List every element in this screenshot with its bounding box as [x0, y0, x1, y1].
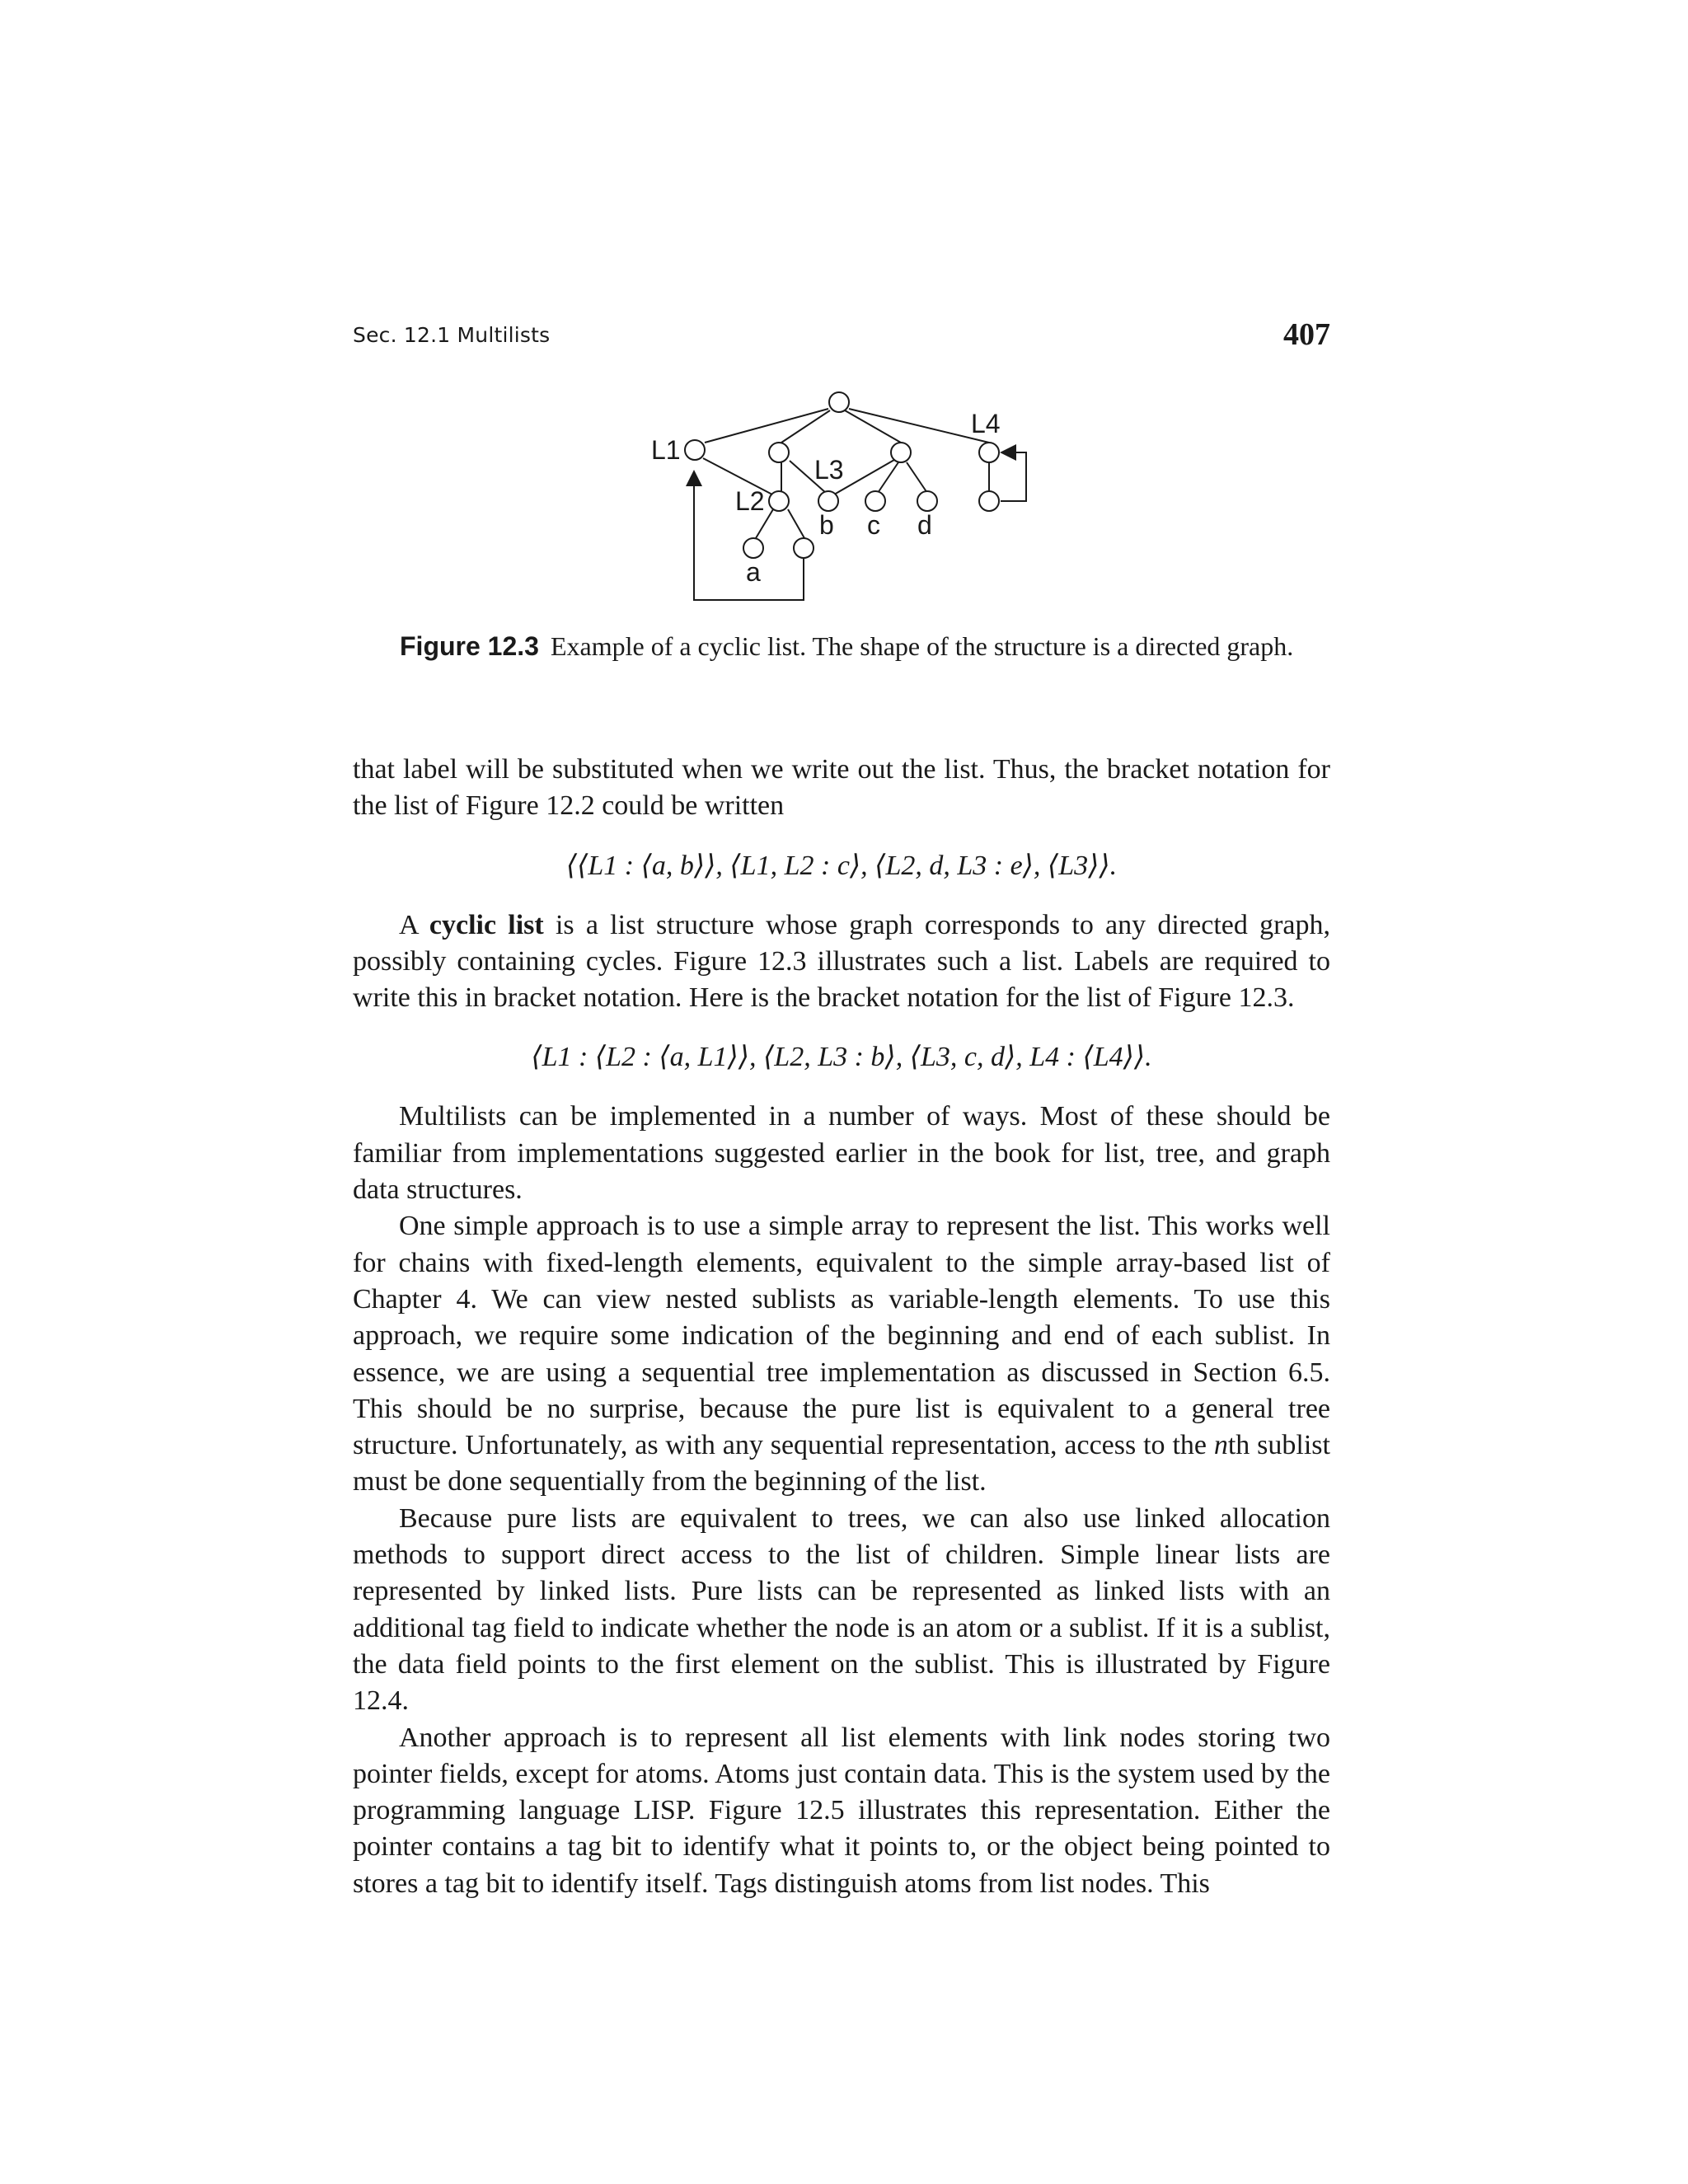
label-l4: L4	[971, 409, 1001, 438]
node-b	[818, 491, 838, 511]
node-d	[917, 491, 937, 511]
label-l2: L2	[735, 486, 765, 516]
section-label: Sec. 12.1 Multilists	[353, 323, 551, 347]
paragraph-2-post: is a list structure whose graph corresponds to any directed graph, possibly containing cycles. Figure 12.3 illustrates such a list. Labels are required to write this in bracket notation. Here is the bracket notation for the list of Figure 12.3.	[353, 909, 1330, 1014]
paragraph-3: Multilists can be implemented in a number of ways. Most of these should be familiar from implementations suggested earlier in the book for list, tree, and graph data structures.	[353, 1101, 1330, 1206]
label-l1: L1	[651, 435, 681, 465]
label-c: c	[867, 510, 880, 540]
caption-text: Example of a cyclic list. The shape of the structure is a directed graph.	[550, 631, 1294, 661]
node-l2	[769, 491, 789, 511]
label-l3: L3	[814, 455, 844, 485]
body-text	[353, 752, 1330, 1902]
paragraph-6: Another approach is to represent all list elements with link nodes storing two pointer fields, except for atoms. Atoms just contain data. This is the system used by the programming language LISP. Figure 12.5 illustrates this representation. Either the pointer contains a tag bit to identify what it points to, or the object being pointed to stores a tag bit to identify itself. Tags distinguish atoms from list nodes. This	[353, 1722, 1330, 1899]
node-l4-child	[979, 491, 999, 511]
node-c	[865, 491, 885, 511]
node-l1	[685, 440, 705, 460]
paragraph-4	[353, 1208, 1330, 1500]
node-n3	[891, 443, 911, 462]
node-l4	[979, 443, 999, 462]
variable-n: n	[1213, 1430, 1228, 1461]
page-number: 407	[1283, 317, 1330, 352]
l4-self-loop	[1001, 452, 1026, 501]
paragraph-5: Because pure lists are equivalent to trees, we can also use linked allocation methods to support direct access to the list of children. Simple linear lists are represented by linked lists. Pure lists can be represented as linked lists with an additional tag field to indicate whether the node is an atom or a sublist. If it is a sublist, the data field points to the first element on the sublist. This is illustrated by Figure 12.4.	[353, 1502, 1330, 1717]
label-b: b	[819, 510, 834, 540]
paragraph-4-post: th sublist must be done sequentially from the beginning of the list.	[353, 1430, 1330, 1497]
paragraph-1: that label will be substituted when we write out the list. Thus, the bracket notation for the list of Figure 12.2 could be written	[353, 754, 1330, 822]
node-l2-second	[794, 538, 814, 558]
label-d: d	[917, 510, 932, 540]
paragraph-2	[353, 907, 1330, 1017]
label-a: a	[746, 557, 761, 587]
root-node	[829, 392, 849, 412]
term-cyclic-list: cyclic list	[429, 909, 544, 940]
edge-l2-n	[788, 509, 804, 538]
paragraph-2-pre: A	[399, 909, 429, 940]
edge-root-l1	[705, 409, 828, 443]
bracket-notation-figure-12-3: ⟨L1 : ⟨L2 : ⟨a, L1⟩⟩, ⟨L2, L3 : b⟩, ⟨L3, c, d⟩, L4 : ⟨L4⟩⟩.	[531, 1042, 1152, 1073]
bracket-notation-figure-12-2: ⟨⟨L1 : ⟨a, b⟩⟩, ⟨L1, L2 : c⟩, ⟨L2, d, L3 : e⟩, ⟨L3⟩⟩.	[565, 850, 1118, 881]
caption-label: Figure 12.3	[400, 631, 539, 661]
node-a	[743, 538, 763, 558]
cyclic-list-figure	[0, 0, 1688, 626]
figure-caption	[400, 629, 1298, 663]
paragraph-4-pre: One simple approach is to use a simple array to represent the list. This works well for chains with fixed-length elements, equivalent to the simple array-based list of Chapter 4. We can view nested sublists as variable-length elements. To use this approach, we require some indication of the beginning and end of each sublist. In essence, we are using a sequential tree implementation as discussed in Section 6.5. This should be no surprise, because the pure list is equivalent to a general tree structure. Unfortunately, as with any sequential representation, access to the	[353, 1211, 1330, 1461]
edge-n3-d	[907, 462, 927, 493]
node-l3-parent	[769, 443, 789, 462]
